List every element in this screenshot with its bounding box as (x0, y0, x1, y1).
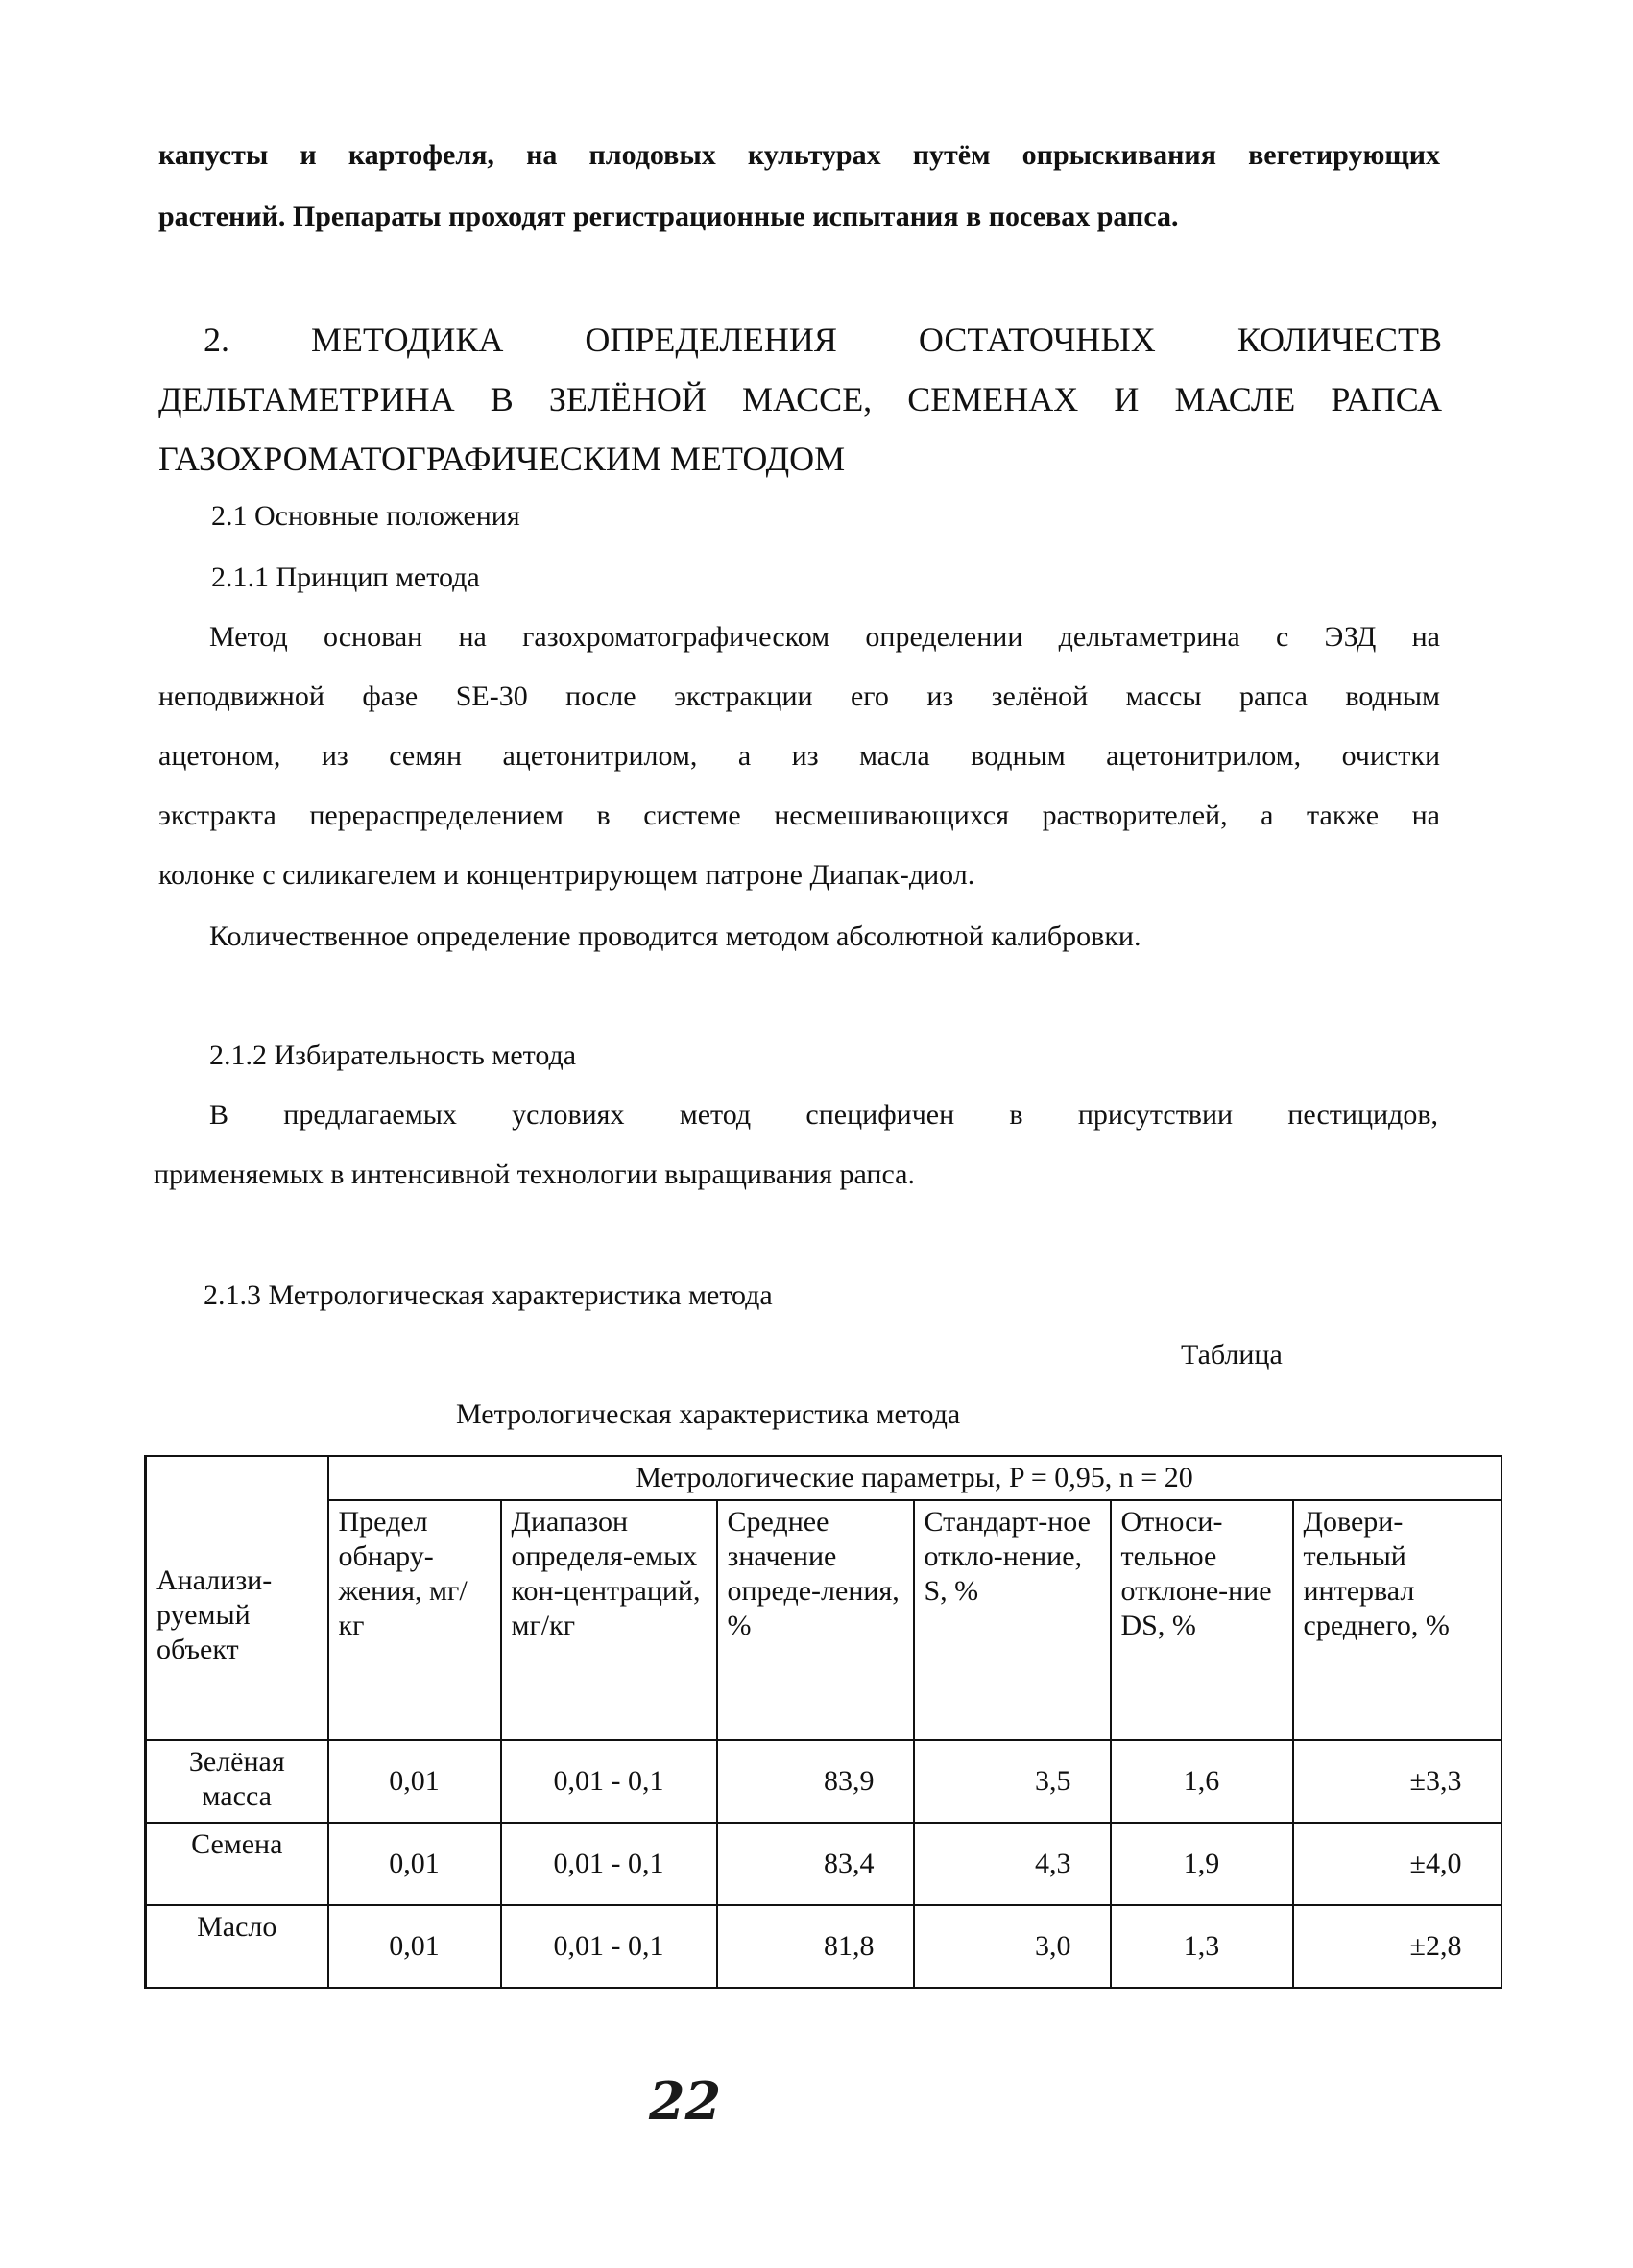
principle-line-3: ацетоном, из семян ацетонитрилом, а из масла водным ацетонитрилом, очистки (158, 740, 1440, 772)
table-caption: Метрологическая характеристика метода (456, 1398, 961, 1430)
row-ci: ±4,0 (1293, 1823, 1501, 1905)
row-range: 0,01 - 0,1 (501, 1823, 717, 1905)
table-header-row (146, 1500, 1501, 1740)
page-number: 22 (649, 2070, 722, 2132)
metrology-table (144, 1455, 1502, 1989)
table-row (146, 1740, 1501, 1823)
row-object: Зелёная масса (146, 1740, 328, 1823)
header-range: Диапазон определя-емых кон-центраций, мг/кг (501, 1500, 717, 1740)
header-limit: Предел обнару-жения, мг/кг (328, 1500, 501, 1740)
row-sd: 3,5 (914, 1740, 1111, 1823)
selectivity-line-2: применяемых в интенсивной технологии выращивания рапса. (154, 1158, 915, 1190)
row-limit: 0,01 (328, 1823, 501, 1905)
subsection-2-1-2: 2.1.2 Избирательность метода (209, 1039, 577, 1071)
row-rsd: 1,9 (1111, 1823, 1293, 1905)
section-heading-line-3: ГАЗОХРОМАТОГРАФИЧЕСКИМ МЕТОДОМ (158, 440, 846, 478)
row-limit: 0,01 (328, 1905, 501, 1988)
row-mean: 83,9 (717, 1740, 914, 1823)
row-range: 0,01 - 0,1 (501, 1905, 717, 1988)
row-sd: 3,0 (914, 1905, 1111, 1988)
header-params: Метрологические параметры, P = 0,95, n = 20 (328, 1456, 1501, 1500)
table-params-row (146, 1456, 1501, 1500)
row-ci: ±3,3 (1293, 1740, 1501, 1823)
table-row (146, 1905, 1501, 1988)
row-mean: 83,4 (717, 1823, 914, 1905)
section-heading-line-1: 2. МЕТОДИКА ОПРЕДЕЛЕНИЯ ОСТАТОЧНЫХ КОЛИЧЕСТВ (204, 321, 1442, 359)
header-mean: Среднее значение опреде-ления, % (717, 1500, 914, 1740)
header-rsd: Относи-тельное отклоне-ние DS, % (1111, 1500, 1293, 1740)
subsection-2-1-1: 2.1.1 Принцип метода (211, 561, 480, 593)
row-sd: 4,3 (914, 1823, 1111, 1905)
row-rsd: 1,6 (1111, 1740, 1293, 1823)
quantitative-line: Количественное определение проводится методом абсолютной калибровки. (209, 920, 1141, 952)
row-object: Масло (146, 1905, 328, 1988)
principle-line-1: Метод основан на газохроматографическом определении дельтаметрина с ЭЗД на (209, 621, 1440, 653)
row-object: Семена (146, 1823, 328, 1905)
header-object: Анализи-руемый объект (146, 1456, 328, 1740)
row-range: 0,01 - 0,1 (501, 1740, 717, 1823)
row-rsd: 1,3 (1111, 1905, 1293, 1988)
table-row (146, 1823, 1501, 1905)
principle-line-2: неподвижной фазе SE-30 после экстракции его из зелёной массы рапса водным (158, 680, 1440, 712)
subsection-2-1: 2.1 Основные положения (211, 500, 520, 532)
header-ci: Довери-тельный интервал среднего, % (1293, 1500, 1501, 1740)
section-heading-line-2: ДЕЛЬТАМЕТРИНА В ЗЕЛЁНОЙ МАССЕ, СЕМЕНАХ И МАСЛЕ РАПСА (158, 380, 1442, 418)
row-limit: 0,01 (328, 1740, 501, 1823)
intro-line-2: растений. Препараты проходят регистрационные испытания в посевах рапса. (158, 201, 1179, 232)
principle-line-5: колонке с силикагелем и концентрирующем патроне Диапак-диол. (158, 859, 975, 891)
header-sd: Стандарт-ное откло-нение, S, % (914, 1500, 1111, 1740)
subsection-2-1-3: 2.1.3 Метрологическая характеристика метода (204, 1279, 773, 1311)
table-label: Таблица (1181, 1339, 1283, 1371)
principle-line-4: экстракта перераспределением в системе несмешивающихся растворителей, а также на (158, 800, 1440, 831)
row-ci: ±2,8 (1293, 1905, 1501, 1988)
selectivity-line-1: В предлагаемых условиях метод специфичен в присутствии пестицидов, (209, 1099, 1438, 1131)
row-mean: 81,8 (717, 1905, 914, 1988)
intro-line-1: капусты и картофеля, на плодовых культурах путём опрыскивания вегетирующих (158, 139, 1440, 171)
